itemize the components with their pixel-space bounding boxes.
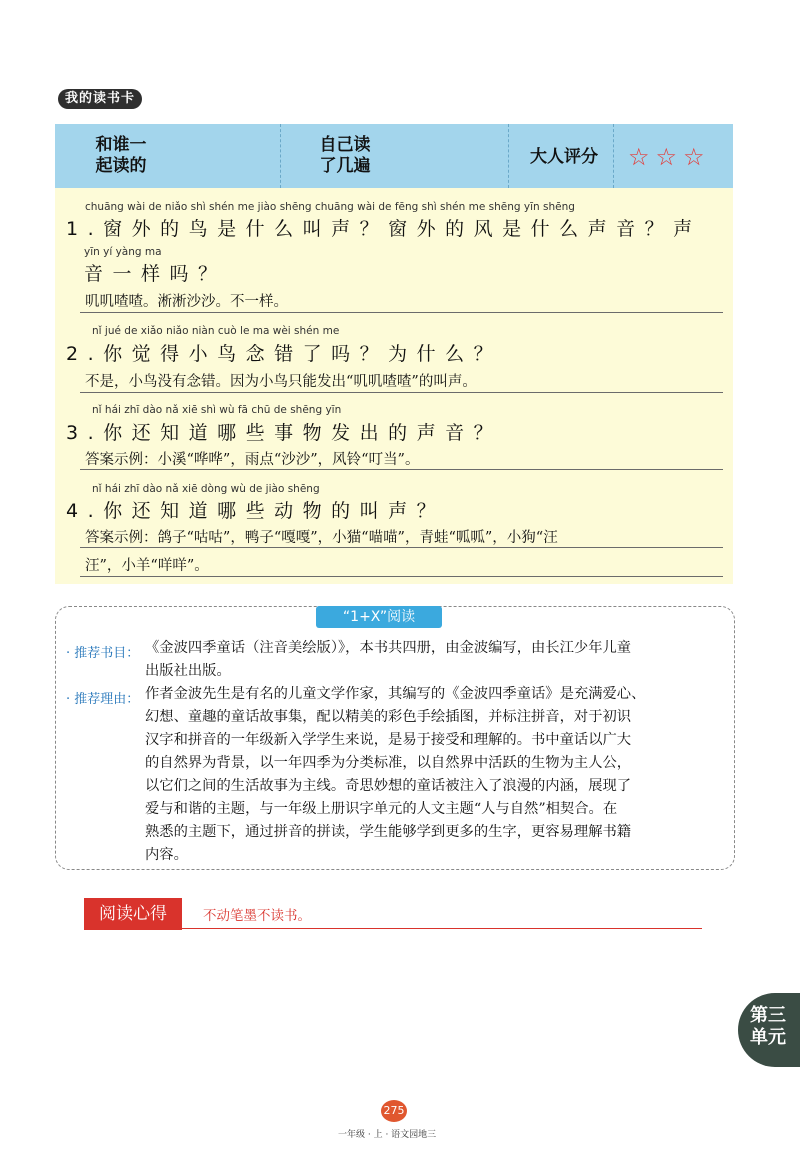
q3-pinyin: nǐ hái zhī dào nǎ xiē shì wù fā chū de shēng yīn — [92, 404, 342, 416]
header-rating-label: 大人评分 — [530, 147, 598, 167]
reason-line: 爱与和谐的主题，与一年级上册识字单元的人文主题“人与自然”相契合。在 — [145, 801, 618, 817]
q1-pinyin-line1: chuāng wài de niǎo shì shén me jiào shēng chuāng wài de fēng shì shén me shēng yīn shēng — [85, 201, 575, 213]
q1-text-line1: 1.窗外的鸟是什么叫声？窗外的风是什么声音？声 — [66, 218, 702, 240]
reason-line: 熟悉的主题下，通过拼音的拼读，学生能够学到更多的生字，更容易理解书籍 — [145, 824, 632, 840]
q2-text: 2.你觉得小鸟念错了吗？为什么？ — [66, 343, 503, 365]
q4-answer-line2[interactable]: 汪”，小羊“咩咩”。 — [85, 558, 209, 574]
reason-text — [145, 683, 645, 867]
q3-answer[interactable]: 答案示例：小溪“哗哗”，雨点“沙沙”，风铃“叮当”。 — [85, 452, 420, 468]
q4-answer-rule1 — [80, 547, 723, 548]
unit-tab-line2: 单元 — [750, 1027, 786, 1048]
reading-card-badge: 我的读书卡 — [58, 89, 142, 109]
book-line: 出版社出版。 — [145, 663, 231, 679]
q2-answer-line — [80, 392, 723, 393]
header-read-with-label: 和谁一 起读的 — [95, 135, 147, 176]
page-number: 275 — [381, 1100, 407, 1122]
q2-answer[interactable]: 不是，小鸟没有念错。因为小鸟只能发出“叽叽喳喳”的叫声。 — [85, 374, 477, 390]
reading-notes-line — [182, 928, 702, 929]
book-text — [145, 637, 631, 683]
q1-pinyin-line2: yīn yí yàng ma — [84, 246, 162, 258]
reason-line: 作者金波先生是有名的儿童文学作家，其编写的《金波四季童话》是充满爱心、 — [145, 686, 646, 702]
header-read-times-label: 自己读 了几遍 — [319, 135, 371, 176]
q1-answer[interactable]: 叽叽喳喳。淅淅沙沙。不一样。 — [85, 294, 288, 310]
unit-tab — [738, 993, 800, 1067]
reason-line: 汉字和拼音的一年级新入学学生来说，是易于接受和理解的。书中童话以广大 — [145, 732, 632, 748]
q4-text: 4.你还知道哪些动物的叫声？ — [66, 500, 446, 522]
book-line: 《金波四季童话（注音美绘版）》，本书共四册，由金波编写，由长江少年儿童 — [145, 640, 632, 656]
q4-answer-rule2 — [80, 576, 723, 577]
q3-text: 3.你还知道哪些事物发出的声音？ — [66, 422, 503, 444]
reason-line: 的自然界为背景，以一年四季为分类标准，以自然界中活跃的生物为主人公， — [145, 755, 632, 771]
rating-stars[interactable]: ☆☆☆ — [628, 143, 711, 171]
recommend-tab: “1+X”阅读 — [316, 606, 442, 628]
reason-line: 幻想、童趣的童话故事集，配以精美的彩色手绘插图，并标注拼音，对于初识 — [145, 709, 632, 725]
book-label-text: 推荐书目： — [74, 646, 140, 661]
q3-answer-line — [80, 469, 723, 470]
footer-caption: 一年级 · 上 · 语文园地三 — [338, 1130, 437, 1140]
reason-line: 以它们之间的生活故事为主线。奇思妙想的童话被注入了浪漫的内涵，展现了 — [145, 778, 632, 794]
reason-label: · 推荐理由： — [66, 692, 140, 707]
book-label: · 推荐书目： — [66, 646, 140, 661]
reason-label-text: 推荐理由： — [74, 692, 140, 707]
reason-line: 内容。 — [145, 847, 188, 863]
q1-text-line2: 音一样吗？ — [84, 263, 227, 285]
q2-pinyin: nǐ jué de xiǎo niǎo niàn cuò le ma wèi shén me — [92, 325, 340, 337]
q1-answer-line — [80, 312, 723, 313]
reading-notes-motto: 不动笔墨不读书。 — [203, 908, 311, 924]
reading-notes-label: 阅读心得 — [84, 898, 182, 930]
q4-answer-line1[interactable]: 答案示例：鸽子“咕咕”，鸭子“嘎嘎”，小猫“喵喵”，青蛙“呱呱”，小狗“汪 — [85, 530, 558, 546]
q4-pinyin: nǐ hái zhī dào nǎ xiē dòng wù de jiào shēng — [92, 483, 320, 495]
unit-tab-line1: 第三 — [750, 1005, 786, 1026]
